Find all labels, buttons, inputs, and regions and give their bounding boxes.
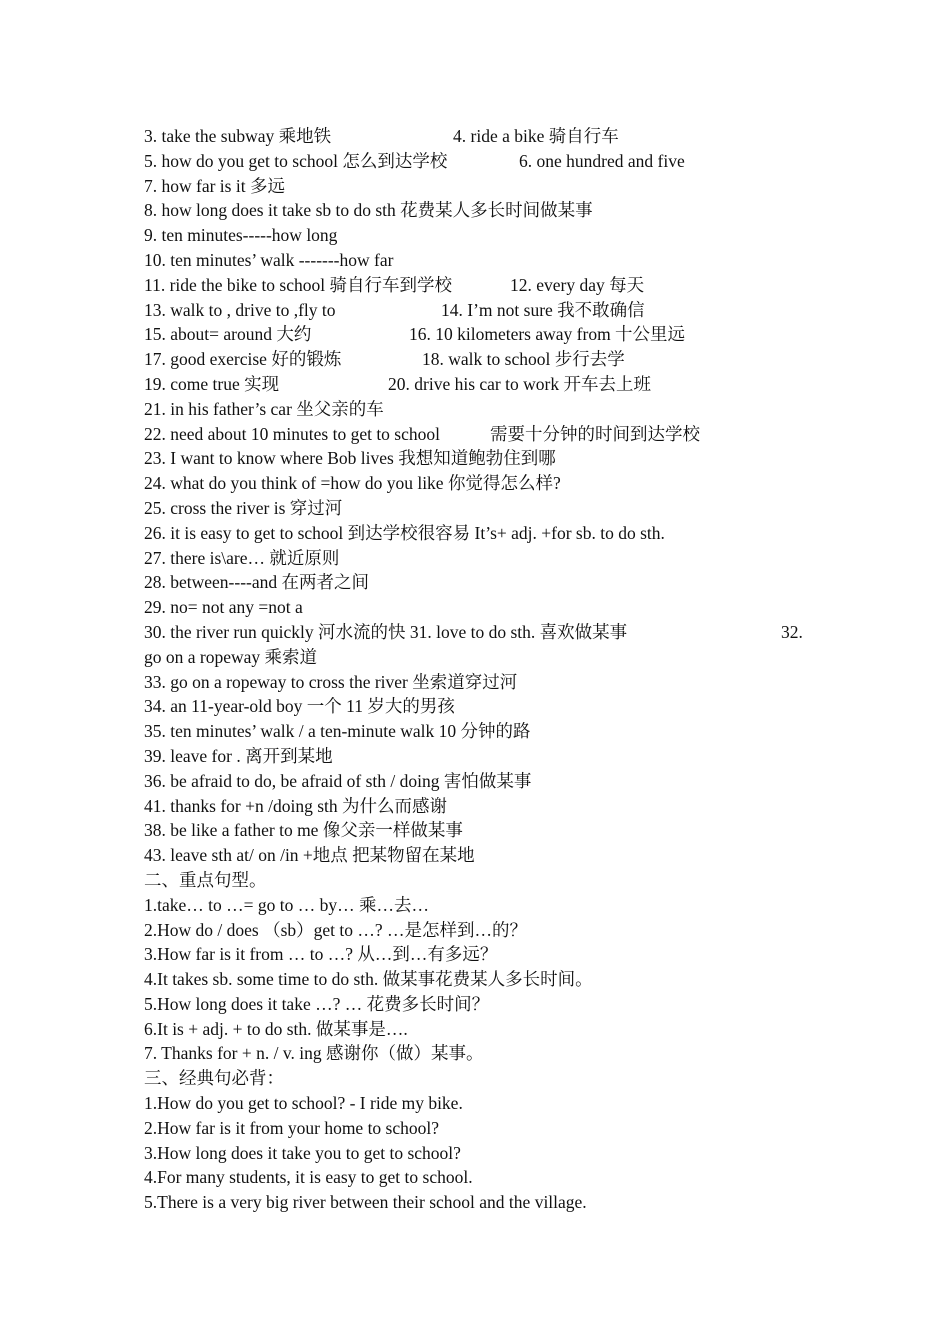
phrase-line: 9. ten minutes-----how long — [144, 225, 338, 246]
sentence-pattern-item: 2.How do / does （sb）get to …? …是怎样到…的？ — [144, 919, 528, 940]
phrase-line — [144, 273, 814, 298]
phrase-item: 3. take the subway 乘地铁 — [144, 126, 332, 146]
phrase-item: 6. one hundred and five — [519, 150, 685, 171]
phrase-item: 5. how do you get to school 怎么到达学校 — [144, 150, 448, 171]
phrase-item: 19. come true 实现 — [144, 373, 280, 394]
phrase-line: 23. I want to know where Bob lives 我想知道鲍勃住到哪 — [144, 448, 556, 469]
classic-sentence-item: 3.How long does it take you to get to school? — [144, 1142, 461, 1163]
phrase-item: 4. ride a bike 骑自行车 — [453, 126, 619, 146]
phrase-item: 17. good exercise 好的锻炼 — [144, 349, 342, 370]
phrase-item: 32. — [781, 621, 803, 642]
section-heading-key-sentences: 二、重点句型。 — [144, 869, 267, 890]
phrase-line: 21. in his father’s car 坐父亲的车 — [144, 398, 384, 419]
phrase-line: 26. it is easy to get to school 到达学校很容易 It’s+ adj. +for sb. to do sth. — [144, 522, 665, 543]
classic-sentence-item: 5.There is a very big river between their school and the village. — [144, 1192, 587, 1213]
classic-sentence-item: 4.For many students, it is easy to get to school. — [144, 1167, 473, 1188]
phrase-line: 39. leave for . 离开到某地 — [144, 745, 333, 766]
phrase-line: 34. an 11-year-old boy 一个 11 岁大的男孩 — [144, 696, 455, 717]
phrase-line: 8. how long does it take sb to do sth 花费某人多长时间做某事 — [144, 200, 593, 221]
phrase-line: 10. ten minutes’ walk -------how far — [144, 249, 394, 270]
phrase-item: 12. every day 每天 — [510, 274, 645, 295]
phrase-line: 43. leave sth at/ on /in +地点 把某物留在某地 — [144, 845, 475, 866]
phrase-line: 28. between----and 在两者之间 — [144, 572, 370, 593]
phrase-item: 13. walk to , drive to ,fly to — [144, 299, 336, 320]
sentence-pattern-item: 7. Thanks for + n. / v. ing 感谢你（做）某事。 — [144, 1043, 484, 1064]
sentence-pattern-item: 6.It is + adj. + to do sth. 做某事是…. — [144, 1018, 408, 1039]
phrase-item: 需要十分钟的时间到达学校 — [490, 423, 700, 444]
phrase-line: 24. what do you think of =how do you like 你觉得怎么样? — [144, 473, 561, 494]
sentence-pattern-item: 3.How far is it from … to …? 从…到…有多远？ — [144, 944, 498, 965]
phrase-line — [144, 347, 814, 372]
phrase-line: go on a ropeway 乘索道 — [144, 646, 318, 667]
classic-sentence-item: 1.How do you get to school? - I ride my bike. — [144, 1093, 463, 1114]
phrase-item: 14. I’m not sure 我不敢确信 — [441, 299, 645, 320]
phrase-item: 18. walk to school 步行去学 — [422, 349, 625, 370]
phrase-line — [144, 124, 814, 149]
document-body — [144, 124, 814, 1215]
phrase-line: 33. go on a ropeway to cross the river 坐索道穿过河 — [144, 671, 518, 692]
phrase-line: 38. be like a father to me 像父亲一样做某事 — [144, 820, 463, 841]
phrase-item: 16. 10 kilometers away from 十公里远 — [409, 324, 686, 345]
sentence-pattern-item: 5.How long does it take …? … 花费多长时间？ — [144, 993, 490, 1014]
phrase-item: 11. ride the bike to school 骑自行车到学校 — [144, 274, 452, 295]
phrase-line: 25. cross the river is 穿过河 — [144, 497, 343, 518]
phrase-item: 22. need about 10 minutes to get to school — [144, 423, 440, 444]
section-heading-classic-sentences: 三、经典句必背： — [144, 1068, 284, 1089]
phrase-line — [144, 149, 814, 174]
phrase-item: 30. the river run quickly 河水流的快 31. love to do sth. 喜欢做某事 — [144, 621, 628, 642]
phrase-line — [144, 620, 814, 645]
sentence-pattern-item: 1.take… to …= go to … by… 乘…去… — [144, 894, 429, 915]
phrase-line — [144, 422, 814, 447]
phrase-line: 7. how far is it 多远 — [144, 175, 285, 196]
phrase-item: 20. drive his car to work 开车去上班 — [388, 373, 651, 394]
phrase-line: 27. there is\are… 就近原则 — [144, 547, 340, 568]
phrase-line: 41. thanks for +n /doing sth 为什么而感谢 — [144, 795, 447, 816]
classic-sentence-item: 2.How far is it from your home to school? — [144, 1117, 440, 1138]
sentence-pattern-item: 4.It takes sb. some time to do sth. 做某事花费某人多长时间。 — [144, 969, 593, 990]
phrase-line: 29. no= not any =not a — [144, 597, 303, 618]
phrase-line — [144, 322, 814, 347]
phrase-line — [144, 372, 814, 397]
phrase-line — [144, 298, 814, 323]
phrase-item: 15. about= around 大约 — [144, 324, 312, 345]
phrase-line: 35. ten minutes’ walk / a ten-minute walk 10 分钟的路 — [144, 721, 531, 742]
phrase-line: 36. be afraid to do, be afraid of sth / doing 害怕做某事 — [144, 770, 532, 791]
